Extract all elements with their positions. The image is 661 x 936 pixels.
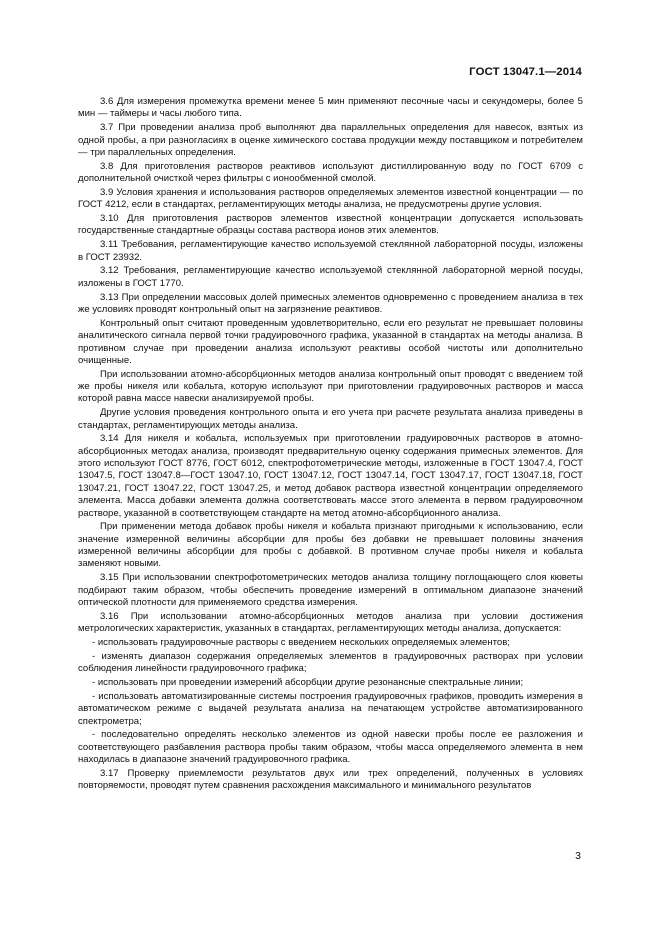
paragraph-control-test: Контрольный опыт считают проведенным удовлетворительно, если его результат не превышает половины аналитического сигнала первой точки градуировочного графика, указанной в стандартах на методы анализа. В противном случае при проведении анализа используют реактивы особой чистоты или дополнительно очищенные. [78,317,583,366]
paragraph-3-7: 3.7 При проведении анализа проб выполняют два параллельных определения для навесок, взятых из одной пробы, а при разногласиях в оценке химического состава продукции между поставщиком и потребителем — три параллельных определения. [78,122,583,158]
document-header: ГОСТ 13047.1—2014 [469,66,582,78]
list-item: - изменять диапазон содержания определяемых элементов в градуировочных растворах при условии соблюдения линейности градуировочного графика; [78,650,583,675]
page-number: 3 [575,850,581,862]
paragraph-3-9: 3.9 Условия хранения и использования растворов определяемых элементов известной концентрации — по ГОСТ 4212, если в стандартах, регламентирующих методы анализа, не предусмотрены другие условия. [78,186,583,211]
paragraph-3-6: 3.6 Для измерения промежутка времени менее 5 мин применяют песочные часы и секундомеры, более 5 мин — таймеры и часы любого типа. [78,96,583,120]
paragraph-atomic-absorption-control: При использовании атомно-абсорбционных методов анализа контрольный опыт проводят с введением той же пробы никеля или кобальта, которую используют при приготовлении градуировочных растворов и масса которой равна массе навески анализируемой пробы. [78,368,583,405]
paragraph-additions-method: При применении метода добавок пробы никеля и кобальта признают пригодными к использованию, если значение измеренной величины абсорбции для пробы без добавки не превышает половины значения измеренной величины абсорбции для пробы с добавкой. В противном случае пробы никеля и кобальта заменяют новыми. [78,521,583,570]
paragraph-other-conditions: Другие условия проведения контрольного опыта и его учета при расчете результата анализа приведены в стандартах, регламентирующих методы анализа. [78,407,583,431]
paragraph-3-14: 3.14 Для никеля и кобальта, используемых при приготовлении градуировочных растворов в атомно-абсорбционных методах анализа, производят предварительную оценку содержания примесных элементов. Для этого используют ГОСТ 8776, ГОСТ 6012, спектрофотометрические методы, изложенные в ГОСТ 13047.4, ГОСТ 13047.5, ГОСТ 13047.8—ГОСТ 13047.10, ГОСТ 13047.12, ГОСТ 13047.14, ГОСТ 13047.17, ГОСТ 13047.18, ГОСТ 13047.21, ГОСТ 13047.22, ГОСТ 13047.25, и метод добавок раствора известной концентрации определяемого элемента. Масса добавки элемента должна соответствовать массе этого элемента в первом градуировочном растворе, указанной в соответствующем стандарте на метод атомно-абсорбционного анализа. [78,433,583,519]
list-item: - использовать при проведении измерений абсорбции другие резонансные спектральные линии; [92,676,524,688]
document-body [78,96,583,794]
paragraph-3-13: 3.13 При определении массовых долей примесных элементов одновременно с проведением анализа в тех же условиях проводят контрольный опыт на загрязнение реактивов. [78,291,583,315]
paragraph-3-16: 3.16 При использовании атомно-абсорбционных методов анализа при условии достижения метрологических характеристик, указанных в стандартах, регламентирующих методы анализа, допускается: [78,610,583,635]
paragraph-3-8: 3.8 Для приготовления растворов реактивов используют дистиллированную воду по ГОСТ 6709 с дополнительной очисткой через фильтры с ионообменной смолой. [78,160,583,185]
list-item: - использовать автоматизированные системы построения градуировочных графиков, проводить измерения в автоматическом режиме с выдачей результата анализа на печатающем устройстве автоматизированного спектрометра; [78,690,583,727]
list-item: - последовательно определять несколько элементов из одной навески пробы после ее разложения и соответствующего разбавления раствора пробы таким образом, чтобы масса определяемого элемента в нем находилась в диапазоне значений градуировочного графика. [78,729,583,766]
paragraph-3-12: 3.12 Требования, регламентирующие качество используемой стеклянной лабораторной мерной посуды, изложены в ГОСТ 1770. [78,265,583,289]
paragraph-3-11: 3.11 Требования, регламентирующие качество используемой стеклянной лабораторной посуды, изложены в ГОСТ 23932. [78,239,583,263]
paragraph-3-15: 3.15 При использовании спектрофотометрических методов анализа толщину поглощающего слоя кюветы подбирают таким образом, чтобы обеспечить проведение измерений в оптимальном диапазоне значений оптической плотности для применяемого средства измерения. [78,572,583,608]
paragraph-3-17: 3.17 Проверку приемлемости результатов двух или трех определений, полученных в условиях повторяемости, проводят путем сравнения расхождения максимального и минимального результатов [78,767,583,792]
list-item: - использовать градуировочные растворы с введением нескольких определяемых элементов; [92,636,510,648]
paragraph-3-10: 3.10 Для приготовления растворов элементов известной концентрации допускается использовать государственные стандартные образцы состава раствора ионов этих элементов. [78,213,583,237]
